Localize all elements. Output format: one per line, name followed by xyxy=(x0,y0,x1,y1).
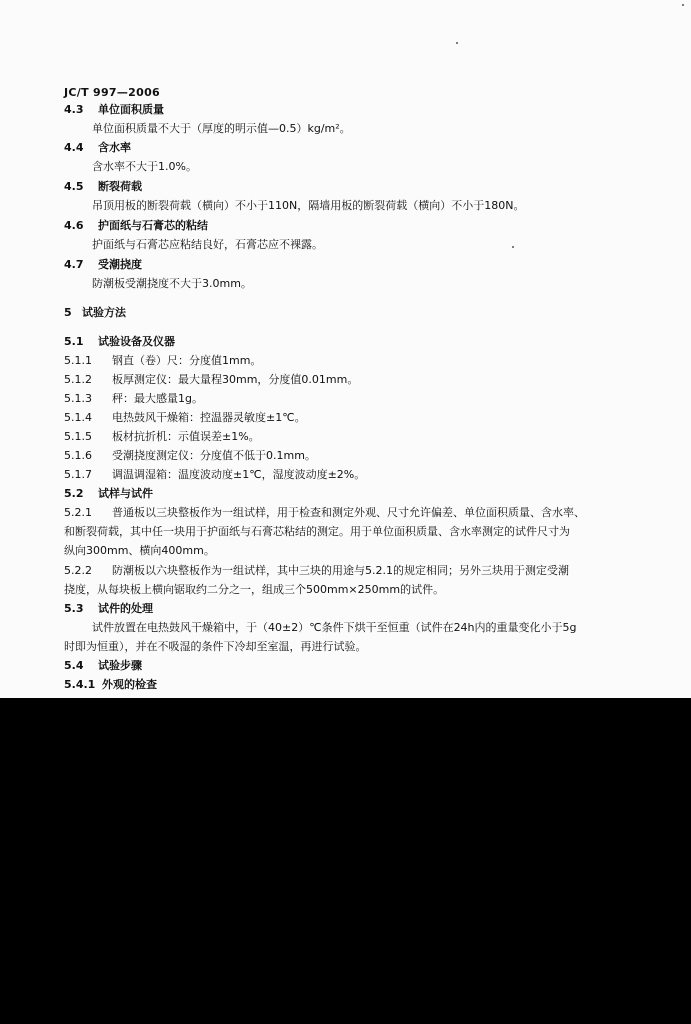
section-4-4-heading: 4.4 含水率 xyxy=(64,141,131,154)
list-item: 5.1.7 调温调湿箱：温度波动度±1℃，湿度波动度±2%。 xyxy=(64,468,366,481)
list-item: 5.1.1 钢直（卷）尺：分度值1mm。 xyxy=(64,354,262,367)
section-5-4-1-heading: 5.4.1 外观的检查 xyxy=(64,678,157,691)
section-4-3-heading: 4.3 单位面积质量 xyxy=(64,103,164,116)
section-5-3-line-1: 试件放置在电热鼓风干燥箱中，于（40±2）℃条件下烘干至恒重（试件在24h内的重量变化小于5g xyxy=(92,621,577,634)
section-4-6-text: 护面纸与石膏芯应粘结良好，石膏芯应不裸露。 xyxy=(92,238,323,251)
section-4-5-heading: 4.5 断裂荷载 xyxy=(64,180,142,193)
scan-speck xyxy=(456,42,458,44)
list-item: 5.1.2 板厚测定仪：最大量程30mm，分度值0.01mm。 xyxy=(64,373,359,386)
section-4-7-text: 防潮板受潮挠度不大于3.0mm。 xyxy=(92,277,252,290)
section-4-3-text: 单位面积质量不大于（厚度的明示值—0.5）kg/m²。 xyxy=(92,122,351,135)
black-scan-area xyxy=(0,698,691,1024)
scan-speck xyxy=(512,246,514,248)
section-5-2-1-line-3: 纵向300mm、横向400mm。 xyxy=(64,544,215,557)
section-5-2-2-line-1: 5.2.2 防潮板以六块整板作为一组试样，其中三块的用途与5.2.1的规定相同；另外三块用于测定受潮 xyxy=(64,564,569,577)
list-item: 5.1.5 板材抗折机：示值误差±1%。 xyxy=(64,430,260,443)
section-4-7-heading: 4.7 受潮挠度 xyxy=(64,258,142,271)
section-5-2-1-line-1: 5.2.1 普通板以三块整板作为一组试样，用于检查和测定外观、尺寸允许偏差、单位面积质量、含水率、 xyxy=(64,506,585,519)
list-item: 5.1.3 秤：最大感量1g。 xyxy=(64,392,203,405)
list-item: 5.1.4 电热鼓风干燥箱：控温器灵敏度±1℃。 xyxy=(64,411,306,424)
section-5-4-heading: 5.4 试验步骤 xyxy=(64,659,142,672)
section-4-6-heading: 4.6 护面纸与石膏芯的粘结 xyxy=(64,219,208,232)
section-5-2-heading: 5.2 试样与试件 xyxy=(64,487,153,500)
section-5-3-heading: 5.3 试件的处理 xyxy=(64,602,153,615)
standard-code: JC/T 997—2006 xyxy=(64,86,160,99)
section-5-3-line-2: 时即为恒重），并在不吸湿的条件下冷却至室温，再进行试验。 xyxy=(64,640,367,653)
section-5-2-2-line-2: 挠度，从每块板上横向锯取约二分之一，组成三个500mm×250mm的试件。 xyxy=(64,583,445,596)
section-5-heading: 5 试验方法 xyxy=(64,306,126,319)
section-5-2-1-line-2: 和断裂荷载，其中任一块用于护面纸与石膏芯粘结的测定。用于单位面积质量、含水率测定的试件尺寸为 xyxy=(64,525,570,538)
list-item: 5.1.6 受潮挠度测定仪：分度值不低于0.1mm。 xyxy=(64,449,316,462)
section-4-4-text: 含水率不大于1.0%。 xyxy=(92,160,197,173)
section-5-1-heading: 5.1 试验设备及仪器 xyxy=(64,335,175,348)
section-4-5-text: 吊顶用板的断裂荷载（横向）不小于110N，隔墙用板的断裂荷载（横向）不小于180N。 xyxy=(92,199,525,212)
scan-speck xyxy=(682,4,684,6)
